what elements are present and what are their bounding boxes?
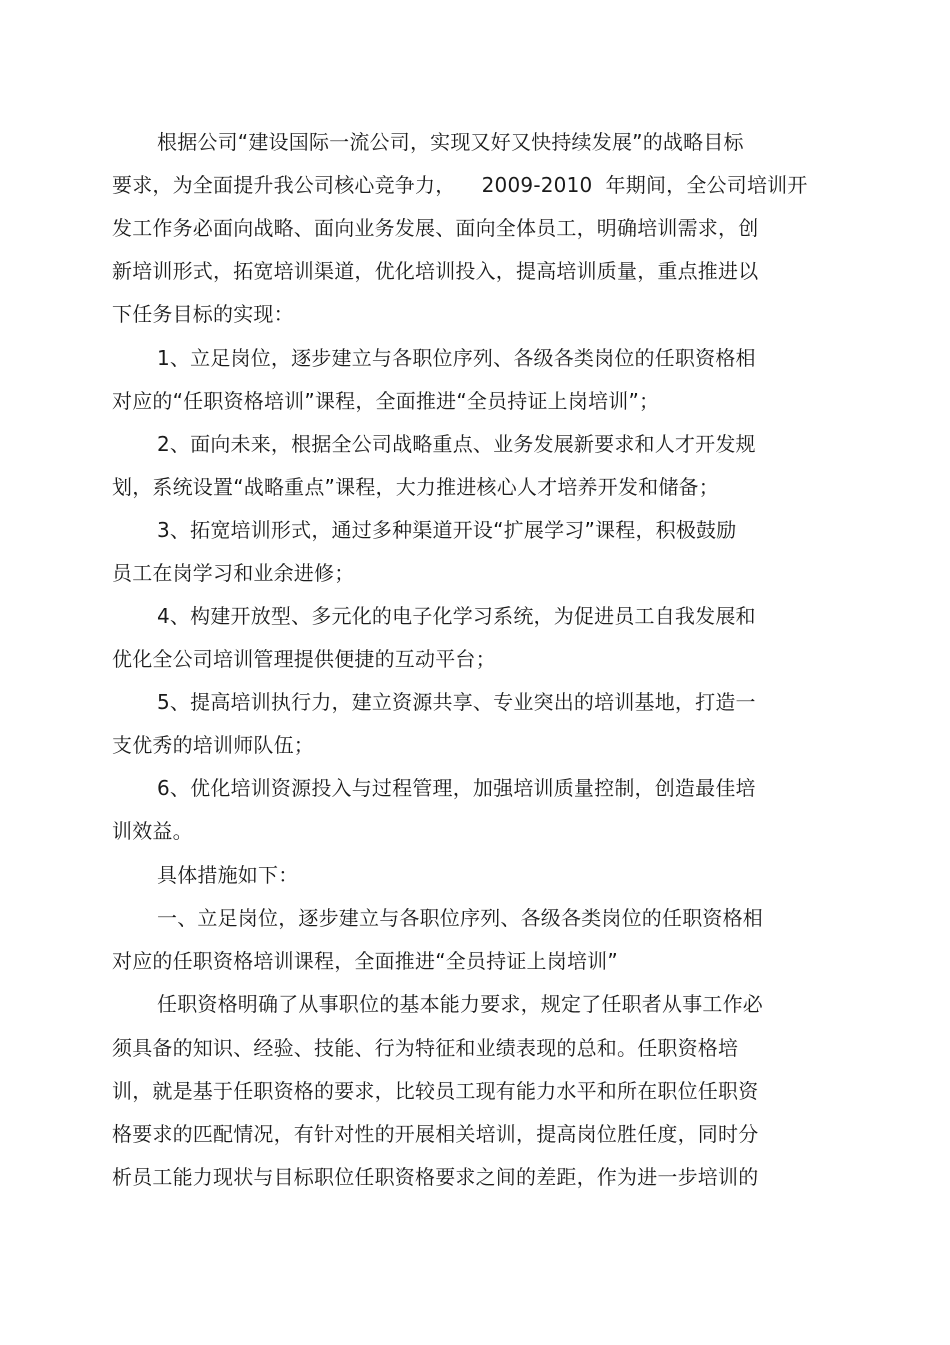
text-line: 训效益。 — [112, 819, 193, 843]
text-line: 下任务目标的实现： — [112, 302, 294, 326]
text-line: 具体措施如下： — [157, 863, 299, 887]
text-line: 析员工能力现状与目标职位任职资格要求之间的差距，作为进一步培训的 — [112, 1165, 759, 1189]
text-line: 支优秀的培训师队伍； — [112, 733, 314, 757]
text-line: 格要求的匹配情况，有针对性的开展相关培训，提高岗位胜任度，同时分 — [112, 1122, 759, 1146]
text-line: 新培训形式，拓宽培训渠道，优化培训投入，提高培训质量，重点推进以 — [112, 259, 759, 283]
text-line: 一、立足岗位，逐步建立与各职位序列、各级各类岗位的任职资格相 — [157, 906, 763, 930]
text-line: 2、面向未来，根据全公司战略重点、业务发展新要求和人才开发规 — [157, 432, 756, 456]
text-line: 员工在岗学习和业余进修； — [112, 561, 355, 585]
text-line: 根据公司“建设国际一流公司，实现又好又快持续发展”的战略目标 — [157, 130, 744, 154]
text-line: 对应的任职资格培训课程，全面推进“全员持证上岗培训” — [112, 949, 618, 973]
text-line: 训，就是基于任职资格的要求，比较员工现有能力水平和所在职位任职资 — [112, 1079, 759, 1103]
text-line: 3、拓宽培训形式，通过多种渠道开设“扩展学习”课程，积极鼓励 — [157, 518, 737, 542]
text-line: 优化全公司培训管理提供便捷的互动平台； — [112, 647, 496, 671]
text-line: 1、立足岗位，逐步建立与各职位序列、各级各类岗位的任职资格相 — [157, 346, 756, 370]
text-line: 划，系统设置“战略重点”课程，大力推进核心人才培养开发和储备； — [112, 475, 719, 499]
text-line: 任职资格明确了从事职位的基本能力要求，规定了任职者从事工作必 — [157, 992, 763, 1016]
text-line: 发工作务必面向战略、面向业务发展、面向全体员工，明确培训需求，创 — [112, 216, 759, 240]
text-line: 须具备的知识、经验、技能、行为特征和业绩表现的总和。任职资格培 — [112, 1036, 739, 1060]
text-line: 6、优化培训资源投入与过程管理，加强培训质量控制，创造最佳培 — [157, 776, 756, 800]
text-line: 对应的“任职资格培训”课程，全面推进“全员持证上岗培训”； — [112, 389, 660, 413]
text-line: 4、构建开放型、多元化的电子化学习系统，为促进员工自我发展和 — [157, 604, 756, 628]
text-line: 5、提高培训执行力，建立资源共享、专业突出的培训基地，打造一 — [157, 690, 756, 714]
text-line: 要求，为全面提升我公司核心竞争力， 2009-2010 年期间，全公司培训开 — [112, 173, 808, 197]
